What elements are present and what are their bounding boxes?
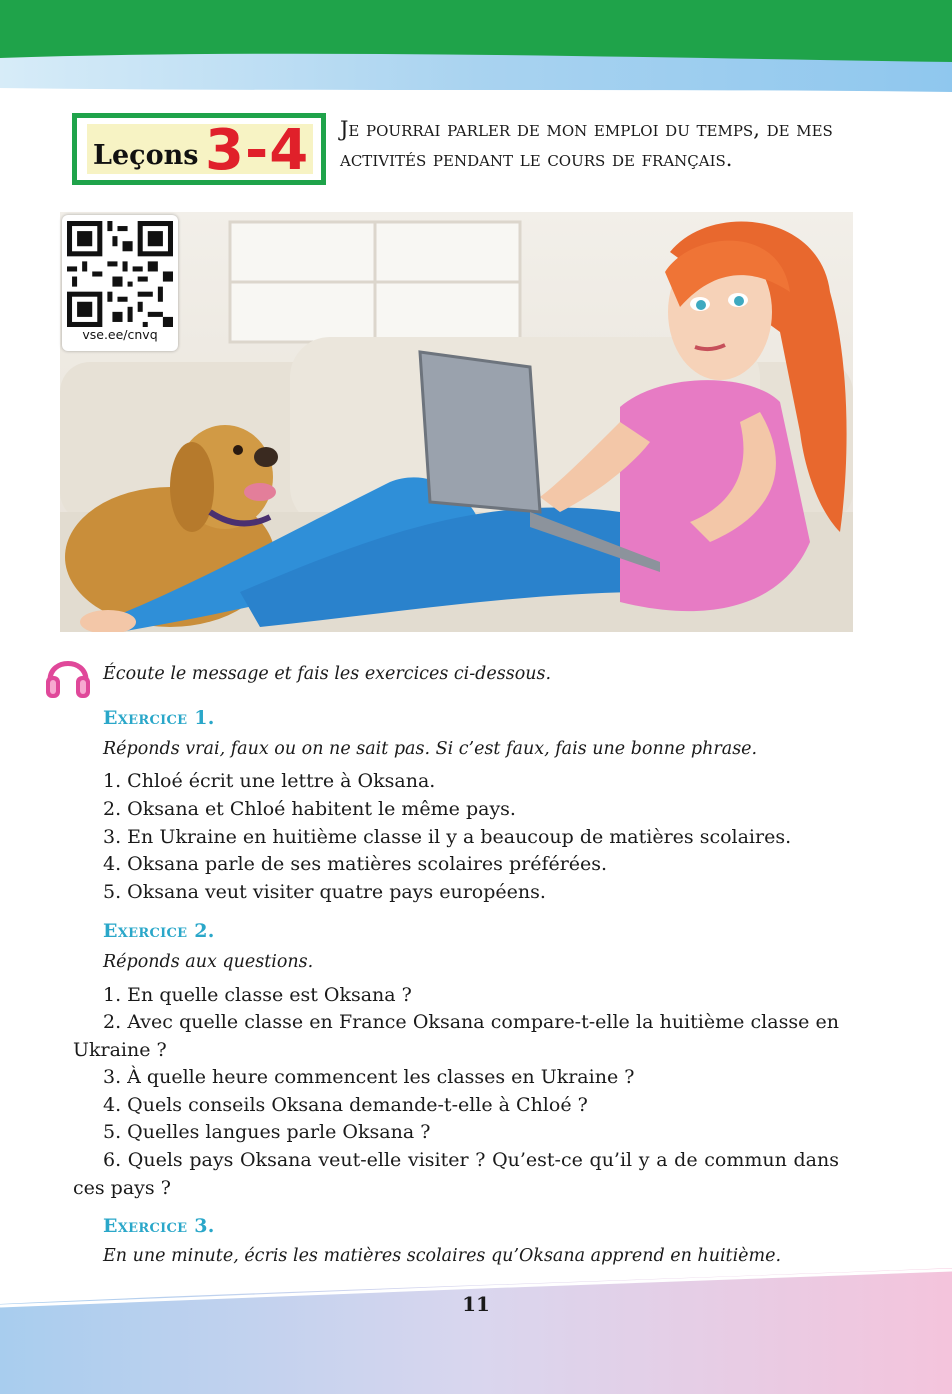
exercise-1-item: 1. Chloé écrit une lettre à Oksana. — [103, 770, 436, 792]
exercise-2-item: 4. Quels conseils Oksana demande-t-elle à Chloé ? — [103, 1094, 588, 1116]
exercise-2-item: 5. Quelles langues parle Oksana ? — [103, 1121, 431, 1143]
exercise-1-item: 5. Oksana veut visiter quatre pays européens. — [103, 881, 546, 903]
page-number: 11 — [462, 1292, 490, 1316]
exercise-1-heading: Exercice 1. — [103, 707, 215, 729]
exercise-2-item: 1. En quelle classe est Oksana ? — [103, 984, 412, 1006]
lesson-title: Je pourrai parler de mon emploi du temps, de mes activités pendant le cours de français. — [340, 117, 833, 171]
exercise-2-heading: Exercice 2. — [103, 920, 215, 942]
lesson-number: 3-4 — [205, 118, 310, 183]
headphones-icon — [44, 646, 92, 702]
qr-code-card[interactable] — [62, 215, 178, 351]
lesson-word: Leçons — [93, 140, 199, 171]
lesson-badge — [72, 113, 326, 185]
qr-url[interactable]: vse.ee/cnvq — [82, 327, 158, 342]
exercise-1-item: 3. En Ukraine en huitième classe il y a beaucoup de matières scolaires. — [103, 826, 792, 848]
exercise-1-instruction: Réponds vrai, faux ou on ne sait pas. Si c’est faux, fais une bonne phrase. — [103, 739, 758, 759]
exercise-2-item: 6. Quels pays Oksana veut-elle visiter ? Qu’est-ce qu’il y a de commun dans ces pays ? — [73, 1149, 839, 1199]
exercise-3-instruction: En une minute, écris les matières scolaires qu’Oksana apprend en huitième. — [103, 1246, 782, 1266]
exercise-2-item: 3. À quelle heure commencent les classes en Ukraine ? — [103, 1066, 635, 1088]
exercise-1-item: 2. Oksana et Chloé habitent le même pays. — [103, 798, 516, 820]
bottom-gradient-band — [0, 1260, 952, 1394]
exercise-1-item: 4. Oksana parle de ses matières scolaires préférées. — [103, 853, 608, 875]
listening-instruction: Écoute le message et fais les exercices ci-dessous. — [103, 664, 552, 684]
exercise-2-instruction: Réponds aux questions. — [103, 952, 314, 972]
top-blue-wave — [0, 0, 952, 100]
qr-code-icon — [67, 221, 173, 327]
exercise-3-heading: Exercice 3. — [103, 1215, 215, 1237]
exercise-2-item: 2. Avec quelle classe en France Oksana compare-t-elle la huitième classe en Ukraine ? — [73, 1011, 839, 1061]
illustration-girl-with-laptop-and-dog — [60, 212, 853, 632]
